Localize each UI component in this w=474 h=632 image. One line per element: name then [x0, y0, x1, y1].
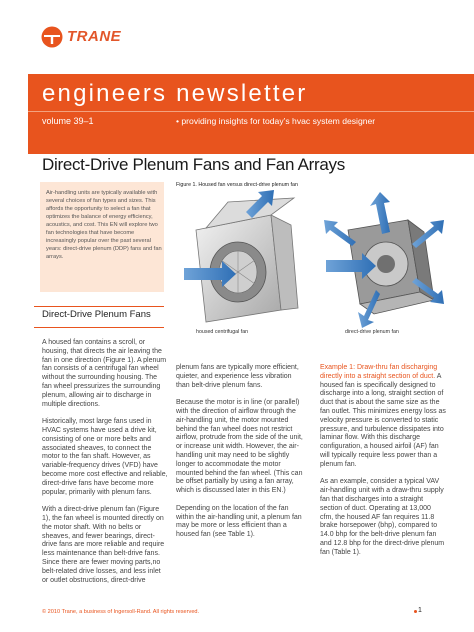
example-body: A housed fan is specifically designed to discharge into a long, straight section of duct that is about the same size as the fan outlet. This minimizes energy loss as velocity pressure is converted to static pressure, and turbulence dissipates into laminar flow. With this discharge configuration, a housed airfoil (AF) fan will typically require less power than a plenum fan. [320, 372, 446, 468]
col1-paragraph: A housed fan contains a scroll, or housing, that directs the air leaving the fan in one direction (Figure 1). A plenum fan consists of a centrifugal fan wheel without the surrounding housing. The fan wheel pressurizes the surrounding plenum, allowing air to discharge in multiple directions. [42, 339, 167, 408]
newsletter-title: engineers newsletter [42, 80, 308, 107]
volume-label: volume 39–1 [42, 116, 94, 126]
trane-logo [41, 26, 141, 48]
page-number: 1 [418, 607, 422, 614]
example-heading: Example 1: Draw-thru fan discharging directly into a straight section of duct. [320, 364, 438, 380]
col2-paragraph: Because the motor is in line (or parallel) with the direction of airflow through the air-handling unit, the motor mounted behind the fan wheel does not restrict airflow, protrude from the side of the unit, or increase unit width. However, the air-handling unit may need to be slightly longer to accommodate the motor mounted behind the fan wheel. (This can be offset partially by using a fan array, which is discussed later in this EN.) [176, 399, 303, 495]
section-rule-top [34, 306, 164, 307]
figure-caption: Figure 1. Housed fan versus direct-drive plenum fan [176, 182, 298, 188]
column-2 [176, 364, 304, 549]
fan-comparison-illustration [176, 190, 446, 340]
col2-paragraph: plenum fans are typically more efficient, quieter, and experience less vibration than belt-drive plenum fans. [176, 364, 299, 389]
col1-paragraph: With a direct-drive plenum fan (Figure 1), the fan wheel is mounted directly on the motor shaft. With no belts or sheaves, and fewer bearings, direct-drive fans are more reliable and require less maintenance than belt-drive fans. Since there are fewer moving parts,no belt-related drive losses, and less inlet or outlet obstructions, direct-drive [42, 506, 165, 584]
col3-paragraph: As an example, consider a typical VAV air-handling unit with a draw-thru supply fan that discharges into a straight section of duct. Operating at 13,000 cfm, the housed AF fan requires 11.8 brake horsepower (bhp), compared to 14.0 bhp for the belt-drive plenum fan and 12.8 bhp for the direct-drive plenum fan (Table 1). [320, 478, 445, 556]
figure-label-housed: housed centrifugal fan [196, 329, 249, 335]
brand-name: TRANE [67, 28, 122, 45]
banner-divider [28, 111, 474, 112]
figure-label-plenum: direct-drive plenum fan [345, 329, 399, 335]
article-title: Direct-Drive Plenum Fans and Fan Arrays [42, 155, 345, 174]
page-marker [414, 610, 417, 613]
col2-paragraph: Depending on the location of the fan within the air-handling unit, a plenum fan may be more or less efficient than a housed fan (see Table 1). [176, 504, 302, 539]
housed-fan-drawing [184, 190, 298, 322]
section-heading: Direct-Drive Plenum Fans [42, 309, 151, 320]
tagline: • providing insights for today’s hvac system designer [176, 116, 376, 126]
plenum-fan-drawing [324, 192, 444, 328]
section-rule-bottom [34, 327, 164, 328]
example-paragraph [320, 364, 446, 470]
copyright-notice: © 2010 Trane, a business of Ingersoll-Rand. All rights reserved. [42, 609, 200, 615]
trane-logo-icon [41, 26, 63, 48]
intro-text: Air-handling units are typically available with several choices of fan types and sizes. This affords the opportunity to select a fan that optimizes the balance of energy efficiency, acoustics, and cost. This EN will explore two fan technologies that have become increasingly popular over the past several years: direct-drive plenum (DDP) fans and fan arrays. [46, 190, 162, 261]
column-1 [42, 339, 168, 594]
column-3 [320, 364, 446, 566]
col1-paragraph: Historically, most large fans used in HVAC systems have used a drive kit, consisting of one or more belts and associated sheaves, to connect the motor to the fan shaft. However, as variable-frequency drives (VFD) have become more cost effective and reliable, direct-drive fans have become more popular, primarily with plenum fans. [42, 418, 168, 496]
